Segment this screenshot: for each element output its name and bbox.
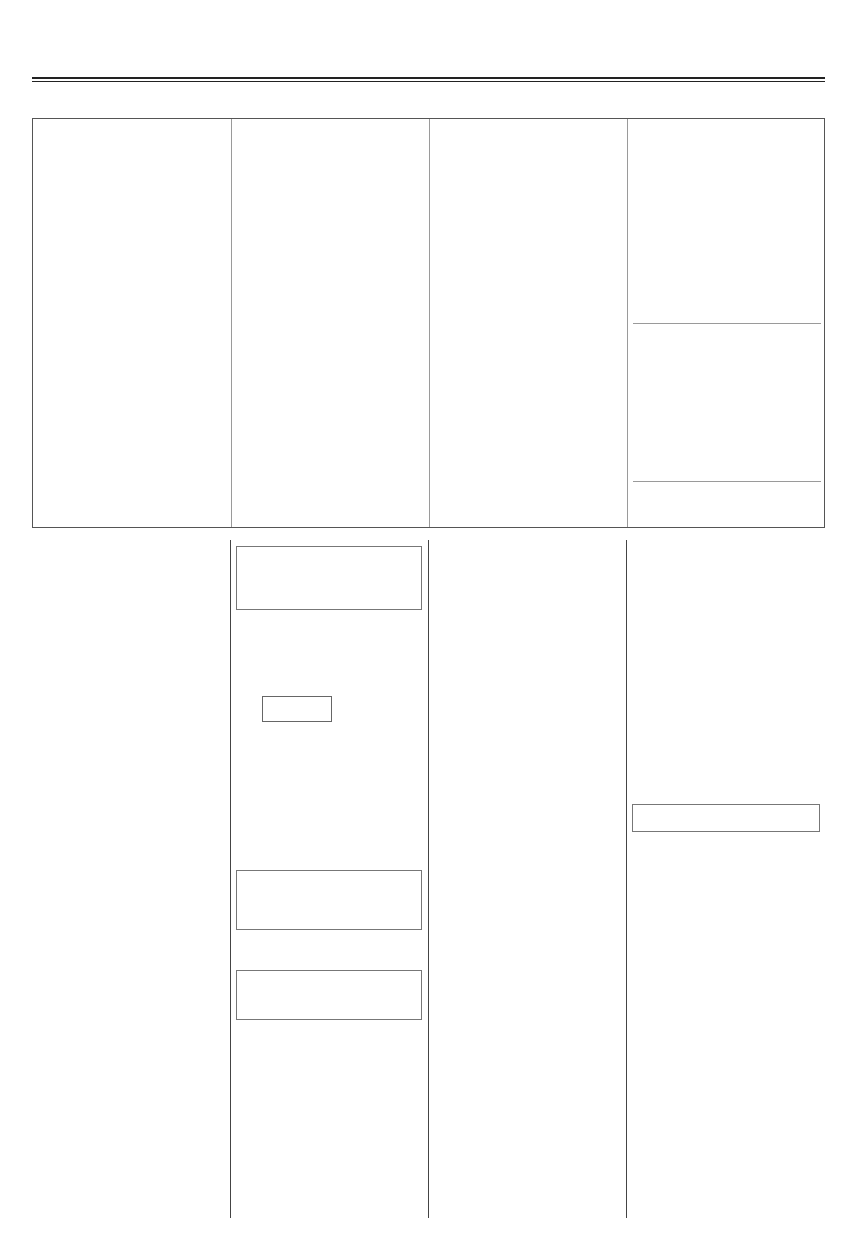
column-divider [626,540,627,1218]
appendix-table-rule [633,481,821,482]
masthead-rule-thin [32,81,825,82]
continued-section-panel [32,118,825,528]
appendix-table-rule [633,323,821,324]
financial-data-table [236,870,422,930]
masthead [0,0,857,84]
announcement-area [32,540,825,1218]
proposal-table [632,804,820,832]
column-divider [627,119,628,528]
shareholding-structure-diagram [262,696,332,722]
financial-data-table [236,546,422,610]
column-divider [231,119,232,528]
column-divider [429,119,430,528]
column-divider [428,540,429,1218]
masthead-rule [32,77,825,79]
column-divider [230,540,231,1218]
financial-data-table [236,970,422,1020]
